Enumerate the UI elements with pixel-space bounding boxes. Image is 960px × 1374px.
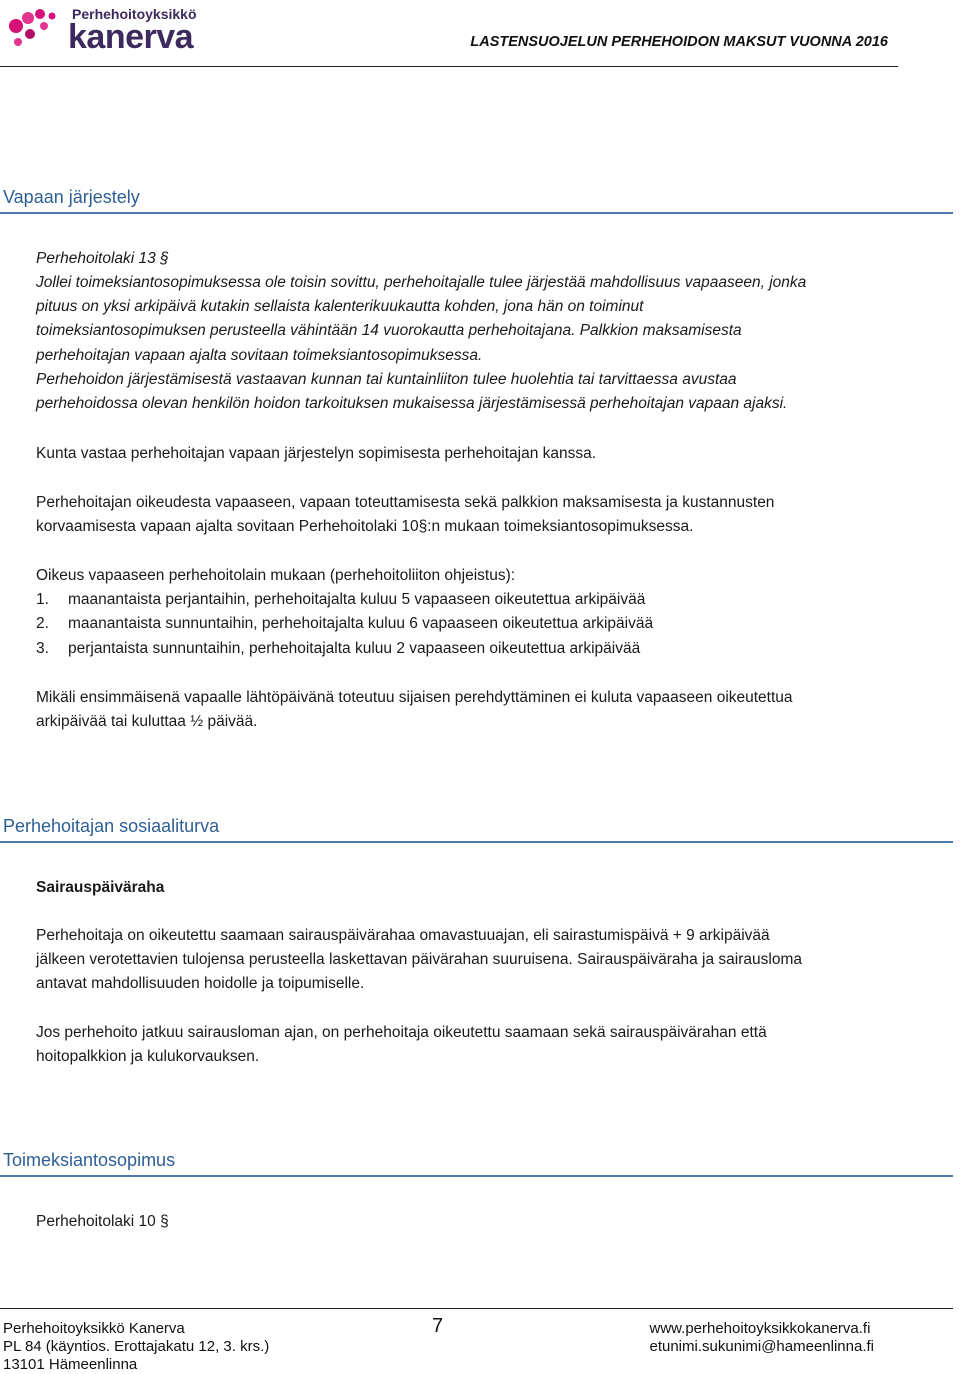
- paragraph-line: Perhehoitaja on oikeutettu saamaan sairauspäivärahaa omavastuuajan, eli sairastumispäivä + 9 arkipäivää: [36, 927, 770, 944]
- list-item: [36, 588, 653, 612]
- law-text-line: perhehoitajan vapaan ajalta sovitaan toimeksiantosopimuksessa.: [36, 347, 483, 364]
- document-title: LASTENSUOJELUN PERHEHOIDON MAKSUT VUONNA 2016: [470, 34, 888, 50]
- subheading-sairauspaivaraha: Sairauspäiväraha: [36, 879, 165, 896]
- footer-address-block: [3, 1320, 269, 1374]
- law-text-line: Jollei toimeksiantosopimuksessa ole toisin sovittu, perhehoitajalle tulee järjestää mahdollisuus vapaaseen, jonka: [36, 274, 807, 291]
- law-text-line: pituus on yksi arkipäivä kutakin sellaista kalenterikuukautta kohden, jona hän on toiminut: [36, 298, 644, 315]
- paragraph-line: korvaamisesta vapaan ajalta sovitaan Perhehoitolaki 10§:n mukaan toimeksiantosopimuksessa.: [36, 518, 694, 535]
- paragraph: Kunta vastaa perhehoitajan vapaan järjestelyn sopimisesta perhehoitajan kanssa.: [36, 445, 597, 462]
- law-text-line: Perhehoidon järjestämisestä vastaavan kunnan tai kuntainliiton tulee huolehtia tai tarvittaessa avustaa: [36, 371, 737, 388]
- section-title-toimeksiantosopimus: Toimeksiantosopimus: [3, 1150, 176, 1170]
- numbered-list: [36, 588, 653, 661]
- paragraph-line: arkipäivää tai kuluttaa ½ päivää.: [36, 713, 258, 730]
- section-divider: [0, 841, 953, 843]
- footer-contact-block: [649, 1320, 874, 1356]
- kanerva-flower-logo-icon: [6, 6, 64, 50]
- list-item-number: 2.: [36, 615, 49, 633]
- list-item-text: maanantaista sunnuntaihin, perhehoitajalta kuluu 6 vapaaseen oikeutettua arkipäivää: [68, 615, 654, 633]
- law-text-line: perhehoidossa olevan henkilön hoidon tarkoituksen mukaisessa järjestämisessä perhehoitajan vapaan ajaksi.: [36, 395, 788, 412]
- footer-address: PL 84 (käyntios. Erottajakatu 12, 3. krs.): [3, 1338, 270, 1355]
- list-intro: Oikeus vapaaseen perhehoitolain mukaan (perhehoitoliiton ohjeistus):: [36, 567, 516, 584]
- section-title-vapaan-jarjestely: Vapaan järjestely: [3, 187, 140, 207]
- organization-logo: [6, 4, 216, 54]
- paragraph-line: hoitopalkkion ja kulukorvauksen.: [36, 1048, 260, 1065]
- footer-website-link[interactable]: www.perhehoitoyksikkokanerva.fi: [649, 1320, 871, 1337]
- list-item-number: 1.: [36, 591, 49, 608]
- footer-org-name: Perhehoitoyksikkö Kanerva: [3, 1320, 185, 1337]
- header-divider: [0, 66, 898, 67]
- footer-email-link[interactable]: etunimi.sukunimi@hameenlinna.fi: [649, 1338, 874, 1355]
- footer-divider: [0, 1308, 953, 1309]
- logo-subtitle: Perhehoitoyksikkö: [72, 6, 197, 22]
- section-divider: [0, 1175, 953, 1177]
- law-reference: Perhehoitolaki 10 §: [36, 1213, 169, 1230]
- paragraph-line: antavat mahdollisuuden hoidolle ja toipumiselle.: [36, 975, 365, 992]
- logo-name: kanerva: [68, 18, 194, 56]
- footer-city: 13101 Hämeenlinna: [3, 1356, 138, 1373]
- list-item-text: maanantaista perjantaihin, perhehoitajalta kuluu 5 vapaaseen oikeutettua arkipäivää: [68, 591, 646, 608]
- paragraph-line: Mikäli ensimmäisenä vapaalle lähtöpäivänä toteutuu sijaisen perehdyttäminen ei kuluta vapaaseen oikeutettua: [36, 689, 793, 706]
- paragraph-line: Jos perhehoito jatkuu sairausloman ajan, on perhehoitaja oikeutettu saamaan sekä sairauspäivärahan että: [36, 1024, 767, 1041]
- law-reference: Perhehoitolaki 13 §: [36, 250, 169, 267]
- section-title-sosiaaliturva: Perhehoitajan sosiaaliturva: [3, 816, 220, 836]
- law-text-line: toimeksiantosopimuksen perusteella vähintään 14 vuorokautta perhehoitajana. Palkkion maksamisesta: [36, 322, 742, 339]
- paragraph-line: Perhehoitajan oikeudesta vapaaseen, vapaan toteuttamisesta sekä palkkion maksamisesta ja kustannusten: [36, 494, 775, 511]
- list-item: [36, 637, 653, 661]
- list-item: [36, 612, 653, 636]
- list-item-text: perjantaista sunnuntaihin, perhehoitajalta kuluu 2 vapaaseen oikeutettua arkipäivää: [68, 639, 641, 657]
- section-divider: [0, 212, 953, 214]
- paragraph-line: jälkeen verotettavien tulojensa perusteella laskettavan päivärahan suuruisena. Sairauspäiväraha ja sairausloma: [36, 951, 802, 968]
- page-number: 7: [432, 1315, 444, 1337]
- list-item-number: 3.: [36, 639, 49, 657]
